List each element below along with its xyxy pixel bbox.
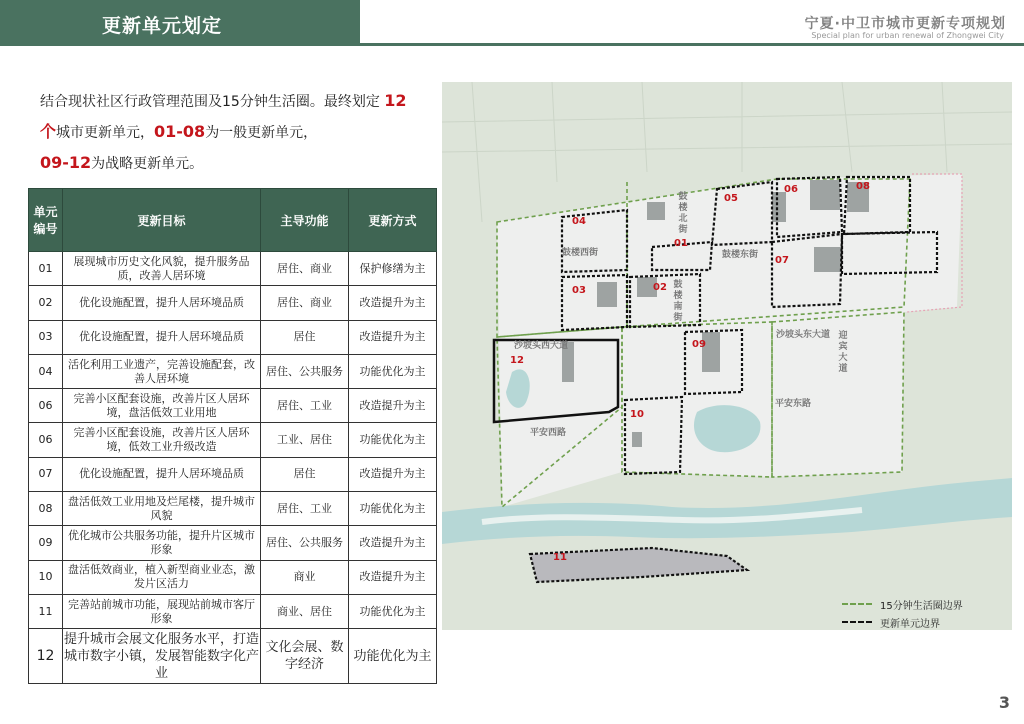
unit-label-09: 09 <box>692 339 706 350</box>
cell-mode: 功能优化为主 <box>349 423 437 457</box>
table-row <box>29 629 437 684</box>
table-row <box>29 594 437 628</box>
cell-mode: 改造提升为主 <box>349 457 437 491</box>
cell-mode: 改造提升为主 <box>349 560 437 594</box>
cell-mode: 改造提升为主 <box>349 320 437 354</box>
intro-range-general: 01-08 <box>154 122 206 141</box>
road-shapotou-west: 沙坡头西大道 <box>514 341 569 351</box>
map-graphic <box>442 82 1012 630</box>
table-body <box>29 252 437 684</box>
cell-goal: 优化设施配置，提升人居环境品质 <box>63 320 261 354</box>
cell-unit-id: 04 <box>29 354 63 388</box>
col-header-mode: 更新方式 <box>349 189 437 252</box>
cell-unit-id: 11 <box>29 594 63 628</box>
cell-unit-id: 12 <box>29 629 63 684</box>
table-row <box>29 354 437 388</box>
table-row <box>29 492 437 526</box>
road-shapotou-east: 沙坡头东大道 <box>776 330 831 340</box>
table-row <box>29 457 437 491</box>
cell-unit-id: 07 <box>29 457 63 491</box>
unit-label-08: 08 <box>856 181 870 192</box>
legend-green-dashed-line <box>842 603 872 605</box>
unit-label-10: 10 <box>630 409 644 420</box>
table-header-row <box>29 189 437 252</box>
road-pingan-west: 平安西路 <box>530 428 567 438</box>
unit-label-03: 03 <box>572 285 586 296</box>
legend-label-unit-boundary: 更新单元边界 <box>880 619 940 630</box>
cell-unit-id: 03 <box>29 320 63 354</box>
intro-paragraph <box>40 86 420 179</box>
legend-item-unit-boundary <box>842 614 1012 632</box>
cell-mode: 改造提升为主 <box>349 526 437 560</box>
page-header <box>0 0 1024 46</box>
cell-mode: 功能优化为主 <box>349 594 437 628</box>
intro-text-2: 城市更新单元， <box>56 125 155 141</box>
unit-label-11: 11 <box>553 552 567 563</box>
renewal-units-map <box>442 82 1012 630</box>
legend-label-life-circle: 15分钟生活圈边界 <box>880 601 963 612</box>
cell-goal: 盘活低效工业用地及烂尾楼，提升城市风貌 <box>63 492 261 526</box>
table-row <box>29 286 437 320</box>
intro-text-3: 为一般更新单元， <box>205 125 318 141</box>
table-row <box>29 320 437 354</box>
unit-label-12: 12 <box>510 355 524 366</box>
col-header-function: 主导功能 <box>261 189 349 252</box>
legend-item-life-circle <box>842 596 1012 614</box>
cell-function: 居住、商业 <box>261 286 349 320</box>
road-gulou-north: 鼓楼北街 <box>678 192 688 235</box>
cell-unit-id: 06 <box>29 389 63 423</box>
page-title: 更新单元划定 <box>102 15 223 37</box>
table-row <box>29 560 437 594</box>
brand-title: 宁夏·中卫市城市更新专项规划 <box>804 16 1006 32</box>
table-row <box>29 526 437 560</box>
legend-black-dashed-line <box>842 621 872 623</box>
cell-function: 居住、商业 <box>261 252 349 286</box>
intro-range-strategic: 09-12 <box>40 153 92 172</box>
cell-function: 居住 <box>261 457 349 491</box>
road-yingbin: 迎宾大道 <box>838 331 848 374</box>
unit-label-01: 01 <box>674 238 688 249</box>
unit-label-04: 04 <box>572 216 586 227</box>
page-number: 3 <box>998 693 1010 712</box>
col-header-id: 单元编号 <box>29 189 63 252</box>
cell-function: 文化会展、数字经济 <box>261 629 349 684</box>
table-row <box>29 252 437 286</box>
cell-mode: 改造提升为主 <box>349 286 437 320</box>
unit-label-02: 02 <box>653 282 667 293</box>
cell-mode: 功能优化为主 <box>349 354 437 388</box>
cell-function: 工业、居住 <box>261 423 349 457</box>
renewal-units-table <box>28 188 437 684</box>
cell-function: 居住、工业 <box>261 389 349 423</box>
cell-function: 居住、工业 <box>261 492 349 526</box>
cell-goal: 完善小区配套设施，改善片区人居环境，盘活低效工业用地 <box>63 389 261 423</box>
table-row <box>29 423 437 457</box>
cell-function: 商业 <box>261 560 349 594</box>
map-legend <box>842 596 1012 632</box>
table-row <box>29 389 437 423</box>
cell-function: 居住 <box>261 320 349 354</box>
cell-goal: 优化设施配置，提升人居环境品质 <box>63 286 261 320</box>
unit-label-05: 05 <box>724 193 738 204</box>
road-gulou-east: 鼓楼东街 <box>722 250 759 260</box>
road-pingan-east: 平安东路 <box>775 399 812 409</box>
unit-label-07: 07 <box>775 255 789 266</box>
cell-goal: 完善站前城市功能，展现站前城市客厅形象 <box>63 594 261 628</box>
cell-mode: 保护修缮为主 <box>349 252 437 286</box>
cell-unit-id: 08 <box>29 492 63 526</box>
cell-mode: 功能优化为主 <box>349 629 437 684</box>
cell-goal: 盘活低效商业，植入新型商业业态，激发片区活力 <box>63 560 261 594</box>
cell-unit-id: 09 <box>29 526 63 560</box>
cell-goal: 活化利用工业遗产，完善设施配套，改善人居环境 <box>63 354 261 388</box>
cell-unit-id: 01 <box>29 252 63 286</box>
unit-label-06: 06 <box>784 184 798 195</box>
cell-unit-id: 10 <box>29 560 63 594</box>
col-header-goal: 更新目标 <box>63 189 261 252</box>
cell-mode: 改造提升为主 <box>349 389 437 423</box>
intro-unit-count: 12个 <box>40 91 407 141</box>
cell-goal: 优化设施配置，提升人居环境品质 <box>63 457 261 491</box>
cell-function: 商业、居住 <box>261 594 349 628</box>
cell-mode: 功能优化为主 <box>349 492 437 526</box>
cell-unit-id: 02 <box>29 286 63 320</box>
road-gulou-west: 鼓楼西街 <box>562 248 599 258</box>
intro-text-4: 为战略更新单元。 <box>91 156 204 172</box>
cell-goal: 优化城市公共服务功能，提升片区城市形象 <box>63 526 261 560</box>
cell-function: 居住、公共服务 <box>261 354 349 388</box>
cell-goal: 展现城市历史文化风貌，提升服务品质，改善人居环境 <box>63 252 261 286</box>
cell-unit-id: 06 <box>29 423 63 457</box>
road-gulou-south: 鼓楼南街 <box>673 280 683 323</box>
cell-goal: 完善小区配套设施，改善片区人居环境，低效工业升级改造 <box>63 423 261 457</box>
cell-function: 居住、公共服务 <box>261 526 349 560</box>
cell-goal: 提升城市会展文化服务水平，打造城市数字小镇，发展智能数字化产业 <box>63 629 261 684</box>
header-divider <box>0 43 1024 46</box>
intro-text-1: 结合现状社区行政管理范围及15分钟生活圈。最终划定 <box>40 94 385 110</box>
brand-subtitle: Special plan for urban renewal of Zhongwei City <box>811 31 1004 40</box>
